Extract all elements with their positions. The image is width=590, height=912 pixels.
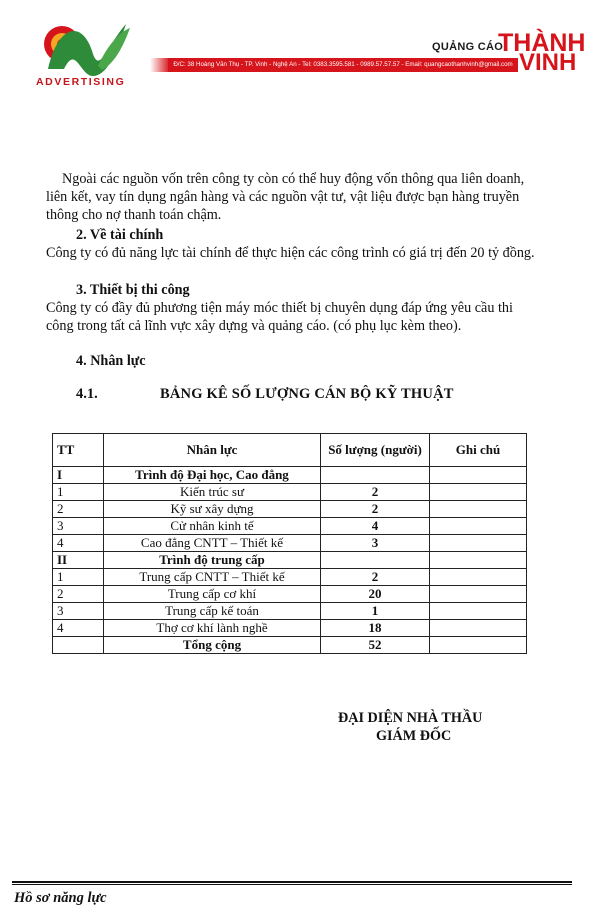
cell-nhan-luc: Tổng cộng [104, 637, 321, 654]
cell-nhan-luc: Trình độ Đại học, Cao đẳng [104, 467, 321, 484]
cell-tt: 2 [53, 501, 104, 518]
cell-ghi-chu [430, 586, 527, 603]
cell-so-luong: 52 [321, 637, 430, 654]
heading-personnel: 4. Nhân lực [76, 353, 146, 369]
table-row [53, 467, 527, 484]
table-row [53, 535, 527, 552]
cell-so-luong [321, 552, 430, 569]
cell-so-luong [321, 467, 430, 484]
table-number: 4.1. [76, 386, 98, 402]
table-row [53, 501, 527, 518]
paragraph-equipment: Công ty có đầy đủ phương tiện máy móc thiết bị chuyên dụng đáp ứng yêu cầu thi công trong tất cả lĩnh vực xây dựng và quảng cáo. (có phụ lục kèm theo). [46, 300, 513, 334]
table-row [53, 620, 527, 637]
cell-nhan-luc: Trung cấp kế toán [104, 603, 321, 620]
cell-ghi-chu [430, 484, 527, 501]
staff-table [52, 433, 527, 654]
cell-tt: 4 [53, 535, 104, 552]
brand-name-line1: THÀNH [498, 29, 586, 57]
brand-small-text: QUẢNG CÁO [432, 41, 504, 53]
signature-title: ĐẠI DIỆN NHÀ THẦU [338, 710, 483, 726]
cell-ghi-chu [430, 569, 527, 586]
table-row [53, 586, 527, 603]
table-row [53, 603, 527, 620]
header-address: Đ/C: 38 Hoàng Văn Thụ - TP. Vinh - Nghệ An - Tel: 0383.3595.581 - 0989.57.57.57 - Email: quangcaothanhvinh@gmail.com [173, 61, 513, 68]
cell-so-luong: 1 [321, 603, 430, 620]
heading-equipment: 3. Thiết bị thi công [76, 282, 190, 298]
header-ghi-chu: Ghi chú [430, 434, 527, 467]
cell-so-luong: 4 [321, 518, 430, 535]
table-header-row [53, 434, 527, 467]
cell-ghi-chu [430, 518, 527, 535]
cell-ghi-chu [430, 552, 527, 569]
cell-ghi-chu [430, 535, 527, 552]
cell-tt: I [53, 467, 104, 484]
cell-tt: 1 [53, 484, 104, 501]
cell-tt: 1 [53, 569, 104, 586]
cell-so-luong: 20 [321, 586, 430, 603]
cell-ghi-chu [430, 467, 527, 484]
cell-ghi-chu [430, 501, 527, 518]
header-so-luong: Số lượng (người) [321, 434, 430, 467]
header-bar-fade [150, 58, 170, 72]
table-row [53, 484, 527, 501]
cell-tt: 2 [53, 586, 104, 603]
cell-nhan-luc: Cao đẳng CNTT – Thiết kế [104, 535, 321, 552]
logo-text: ADVERTISING [36, 76, 126, 88]
cell-nhan-luc: Trung cấp CNTT – Thiết kế [104, 569, 321, 586]
cell-nhan-luc: Trình độ trung cấp [104, 552, 321, 569]
heading-finance: 2. Về tài chính [76, 227, 164, 243]
cell-nhan-luc: Thợ cơ khí lành nghề [104, 620, 321, 637]
cell-so-luong: 2 [321, 569, 430, 586]
cell-tt [53, 637, 104, 654]
cell-nhan-luc: Trung cấp cơ khí [104, 586, 321, 603]
cell-tt: II [53, 552, 104, 569]
cell-so-luong: 3 [321, 535, 430, 552]
paragraph-funding: Ngoài các nguồn vốn trên công ty còn có thể huy động vốn thông qua liên doanh, liên kết, vay tín dụng ngân hàng và các nguồn vật tư, vật liệu được bạn hàng truyền thông cho nợ thanh toán chậm. [46, 171, 525, 223]
signature-role: GIÁM ĐỐC [376, 728, 452, 744]
table-total-row [53, 637, 527, 654]
cell-tt: 3 [53, 518, 104, 535]
cell-so-luong: 18 [321, 620, 430, 637]
cell-nhan-luc: Kỹ sư xây dựng [104, 501, 321, 518]
table-row [53, 569, 527, 586]
brand-name-line2: VINH [519, 49, 577, 76]
footer-divider-thin [12, 884, 572, 885]
footer-divider [12, 881, 572, 883]
header-tt: TT [53, 434, 104, 467]
cell-ghi-chu [430, 637, 527, 654]
cell-so-luong: 2 [321, 484, 430, 501]
table-title: BẢNG KÊ SỐ LƯỢNG CÁN BỘ KỸ THUẬT [160, 386, 454, 402]
header-nhan-luc: Nhân lực [104, 434, 321, 467]
cell-nhan-luc: Kiến trúc sư [104, 484, 321, 501]
footer-title: Hồ sơ năng lực [14, 890, 107, 906]
table-row [53, 552, 527, 569]
paragraph-finance: Công ty có đủ năng lực tài chính để thực hiện các công trình có giá trị đến 20 tỷ đồng. [46, 245, 535, 261]
table-row [53, 518, 527, 535]
cell-so-luong: 2 [321, 501, 430, 518]
cell-ghi-chu [430, 620, 527, 637]
cell-tt: 3 [53, 603, 104, 620]
cell-tt: 4 [53, 620, 104, 637]
cell-nhan-luc: Cử nhân kinh tế [104, 518, 321, 535]
cell-ghi-chu [430, 603, 527, 620]
